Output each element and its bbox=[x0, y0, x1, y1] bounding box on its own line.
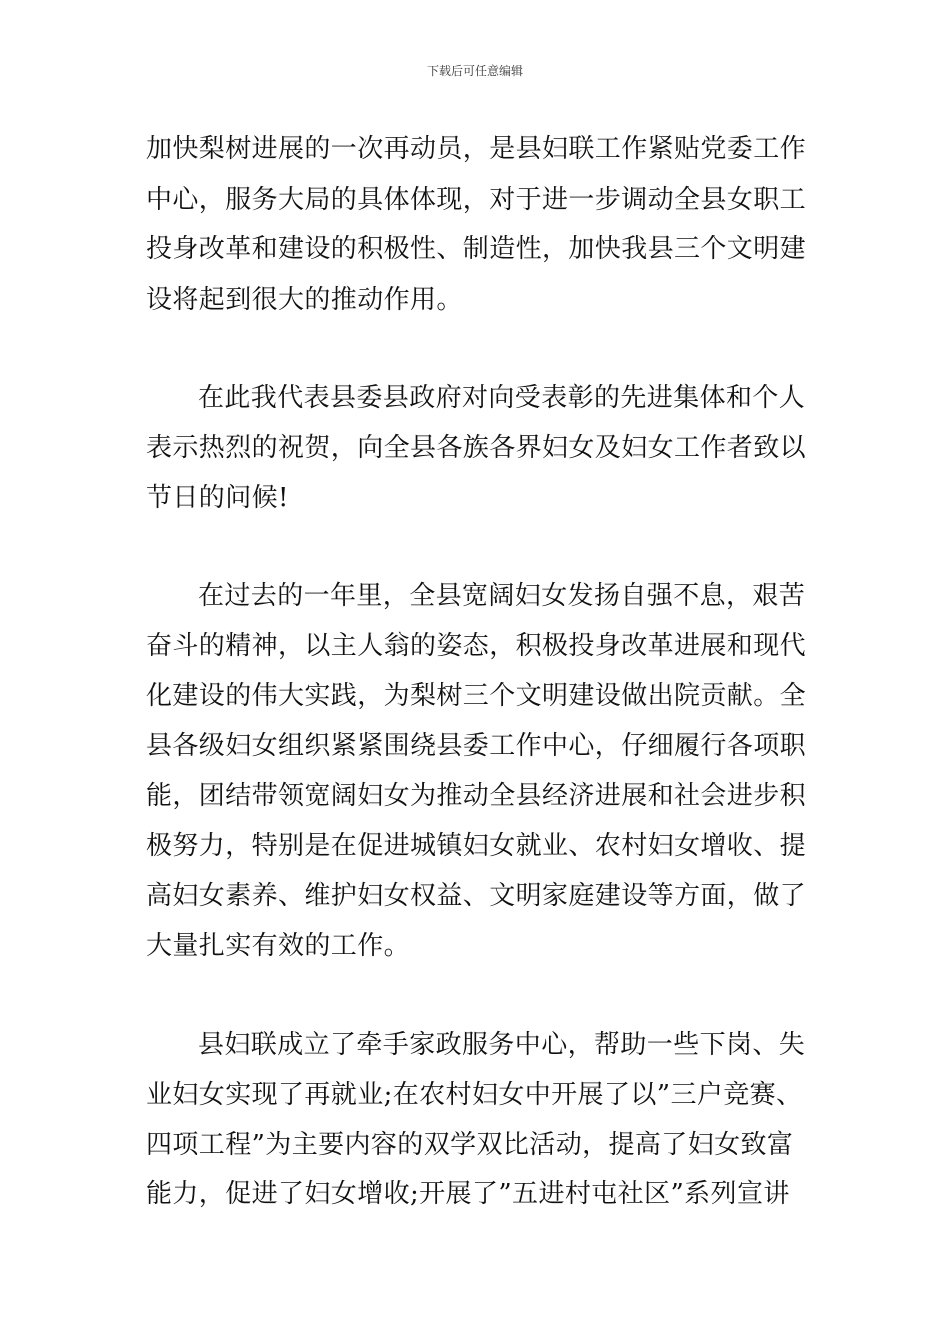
text-line: 业妇女实现了再就业;在农村妇女中开展了以”三户竞赛、 bbox=[146, 1080, 803, 1110]
text-line: 大量扎实有效的工作。 bbox=[146, 931, 411, 961]
text-line: 节日的问候! bbox=[146, 483, 289, 513]
text-line: 表示热烈的祝贺，向全县各族各界妇女及妇女工作者致以 bbox=[146, 433, 807, 463]
text-line: 能力，促进了妇女增收;开展了”五进村屯社区”系列宣讲 bbox=[146, 1179, 790, 1209]
text-line: 高妇女素养、维护妇女权益、文明家庭建设等方面，做了 bbox=[146, 881, 807, 911]
page-header: 下载后可任意编辑 bbox=[426, 64, 523, 78]
text-line: 四项工程”为主要内容的双学双比活动，提高了妇女致富 bbox=[146, 1130, 794, 1160]
text-line: 县妇联成立了牵手家政服务中心，帮助一些下岗、失 bbox=[198, 1030, 806, 1060]
text-line: 中心，服务大局的具体体现，对于进一步调动全县女职工 bbox=[146, 185, 807, 215]
text-line: 在此我代表县委县政府对向受表彰的先进集体和个人 bbox=[198, 383, 806, 413]
text-line: 设将起到很大的推动作用。 bbox=[146, 285, 463, 315]
text-line: 加快梨树进展的一次再动员，是县妇联工作紧贴党委工作 bbox=[146, 134, 807, 164]
text-line: 能，团结带领宽阔妇女为推动全县经济进展和社会进步积 bbox=[146, 781, 807, 811]
text-line: 投身改革和建设的积极性、制造性，加快我县三个文明建 bbox=[146, 234, 807, 264]
text-line: 在过去的一年里，全县宽阔妇女发扬自强不息，艰苦 bbox=[198, 581, 806, 611]
text-line: 化建设的伟大实践，为梨树三个文明建设做出院贡献。全 bbox=[146, 681, 807, 711]
text-line: 奋斗的精神，以主人翁的姿态，积极投身改革进展和现代 bbox=[146, 631, 807, 661]
text-line: 县各级妇女组织紧紧围绕县委工作中心，仔细履行各项职 bbox=[146, 731, 807, 761]
text-line: 极努力，特别是在促进城镇妇女就业、农村妇女增收、提 bbox=[146, 831, 807, 861]
